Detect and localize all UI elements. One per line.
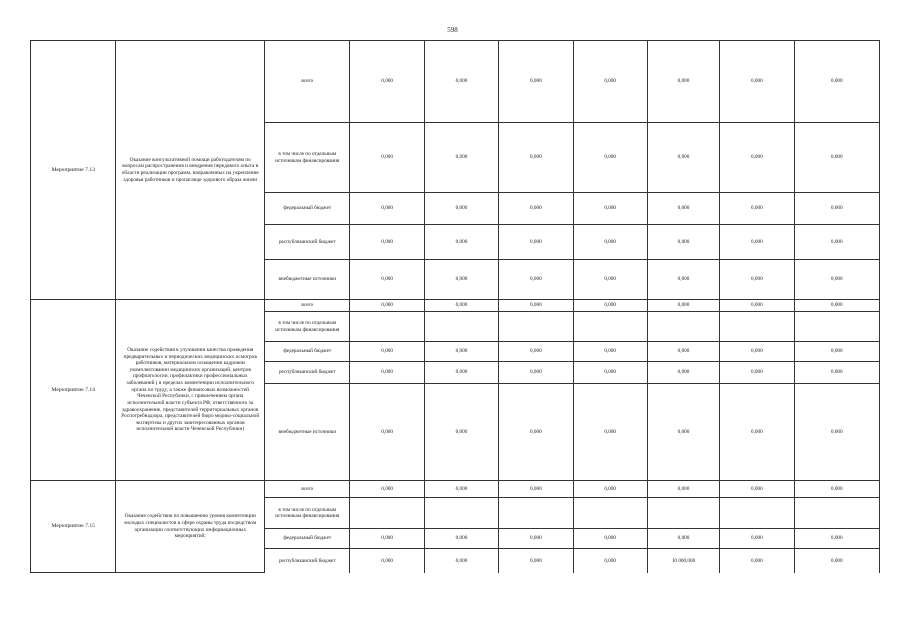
funding-source: внебюджетные источники: [265, 260, 350, 300]
measure-label: Мероприятие 7.13: [31, 41, 116, 300]
amount-cell: 0,000: [573, 362, 647, 384]
amount-cell: 0,000: [720, 384, 794, 481]
funding-source: всего: [265, 300, 350, 312]
amount-cell: 0,000: [720, 529, 794, 549]
amount-cell: 0,000: [647, 300, 719, 312]
amount-cell: 0,000: [720, 362, 794, 384]
amount-cell: 0,000: [720, 123, 794, 193]
amount-cell: [350, 498, 424, 529]
measure-label: Мероприятие 7.14: [31, 300, 116, 481]
amount-cell: 0,000: [720, 225, 794, 260]
amount-cell: 0,000: [499, 481, 573, 498]
funding-source: в том числе по отдельным источникам финансирования: [265, 123, 350, 193]
amount-cell: [573, 498, 647, 529]
measure-description: Оказание консультативной помощи работодателям по вопросам распространения и внедрения передового опыта в области реализации программ, направленных на укрепление здоровья работников и пропаганде здорового образа жизни: [116, 41, 265, 300]
amount-cell: 0,000: [573, 123, 647, 193]
amount-cell: 0,000: [499, 384, 573, 481]
amount-cell: [424, 498, 498, 529]
funding-source: федеральный бюджет: [265, 342, 350, 362]
amount-cell: 0,000: [573, 193, 647, 225]
amount-cell: 0,000: [720, 41, 794, 123]
amount-cell: 0,000: [499, 193, 573, 225]
amount-cell: 0,000: [350, 300, 424, 312]
amount-cell: 0,000: [647, 123, 719, 193]
amount-cell: [499, 498, 573, 529]
amount-cell: 0,000: [424, 342, 498, 362]
funding-source: в том числе по отдельным источникам финансирования: [265, 498, 350, 529]
amount-cell: 0,000: [573, 260, 647, 300]
amount-cell: 0,000: [424, 225, 498, 260]
amount-cell: 0,000: [720, 342, 794, 362]
amount-cell: 0,000: [424, 529, 498, 549]
amount-cell: 0,000: [350, 384, 424, 481]
amount-cell: [720, 312, 794, 342]
measure-label: Мероприятие 7.15: [31, 481, 116, 573]
amount-cell: 0,000: [499, 260, 573, 300]
funding-source: федеральный бюджет: [265, 193, 350, 225]
funding-table: [30, 40, 880, 573]
funding-source: внебюджетные источники: [265, 384, 350, 481]
amount-cell: 0,000: [499, 362, 573, 384]
amount-cell: 0,000: [573, 529, 647, 549]
amount-cell: 0,000: [424, 549, 498, 573]
amount-cell: 0,000: [499, 549, 573, 573]
amount-cell: [499, 312, 573, 342]
amount-cell: 0,000: [350, 529, 424, 549]
amount-cell: 0,000: [794, 362, 879, 384]
amount-cell: 0,000: [424, 260, 498, 300]
amount-cell: [647, 498, 719, 529]
amount-cell: 0,000: [720, 549, 794, 573]
amount-cell: 0,000: [499, 41, 573, 123]
amount-cell: 0,000: [794, 123, 879, 193]
amount-cell: 0,000: [424, 362, 498, 384]
amount-cell: [794, 498, 879, 529]
amount-cell: [647, 312, 719, 342]
amount-cell: [573, 312, 647, 342]
amount-cell: 0,000: [647, 362, 719, 384]
amount-cell: 0,000: [794, 225, 879, 260]
amount-cell: 0,000: [573, 481, 647, 498]
amount-cell: 0,000: [573, 342, 647, 362]
amount-cell: 0,000: [720, 193, 794, 225]
amount-cell: 0,000: [647, 529, 719, 549]
amount-cell: 0,000: [499, 300, 573, 312]
funding-source: в том числе по отдельным источникам финансирования: [265, 312, 350, 342]
amount-cell: 0,000: [499, 225, 573, 260]
amount-cell: 0,000: [350, 260, 424, 300]
amount-cell: 0,000: [424, 384, 498, 481]
amount-cell: 0,000: [794, 300, 879, 312]
amount-cell: 0,000: [794, 384, 879, 481]
amount-cell: 0,000: [573, 549, 647, 573]
amount-cell: 0,000: [350, 549, 424, 573]
amount-cell: [424, 312, 498, 342]
amount-cell: 0,000: [350, 123, 424, 193]
table-body: [31, 41, 880, 573]
amount-cell: 0,000: [350, 481, 424, 498]
table-row: [31, 300, 880, 312]
amount-cell: 0,000: [647, 384, 719, 481]
amount-cell: 0,000: [424, 193, 498, 225]
amount-cell: [720, 498, 794, 529]
amount-cell: 0,000: [794, 41, 879, 123]
amount-cell: 0,000: [573, 300, 647, 312]
funding-source: республиканский бюджет: [265, 549, 350, 573]
amount-cell: 0,000: [794, 193, 879, 225]
amount-cell: 0,000: [350, 41, 424, 123]
amount-cell: 0,000: [573, 41, 647, 123]
amount-cell: 0,000: [794, 481, 879, 498]
funding-source: всего: [265, 41, 350, 123]
amount-cell: 0,000: [720, 260, 794, 300]
amount-cell: 0,000: [647, 193, 719, 225]
amount-cell: 0,000: [499, 123, 573, 193]
measure-description: Оказание содействия в улучшении качества проведения предварительных и периодических медицинских осмотров работников, материальном оснащении кадровом укомплектовании медицинских организаций, центров профпатологии, профилактики профессиональных заболеваний ( в пределах компетенции исполнительного органа по труду, а также финансовых возможностей Чеченской Республики, с привлечением органа исполнительной власти субъекта РФ, ответственного за здравоохранение, представителей территориальных органов Роспотребнадзора, представителей бюро медико-социальной экспертизы и других заинтересованных органов исполнительной власти Чеченской Республики): [116, 300, 265, 481]
table-row: [31, 41, 880, 123]
amount-cell: 0,000: [647, 481, 719, 498]
amount-cell: 0,000: [573, 225, 647, 260]
amount-cell: 0,000: [350, 362, 424, 384]
amount-cell: 0,000: [794, 260, 879, 300]
amount-cell: 0,000: [424, 300, 498, 312]
amount-cell: 0,000: [424, 481, 498, 498]
funding-source: республиканский бюджет: [265, 225, 350, 260]
amount-cell: [794, 312, 879, 342]
amount-cell: 0,000: [794, 529, 879, 549]
funding-source: республиканский бюджет: [265, 362, 350, 384]
amount-cell: 0,000: [647, 260, 719, 300]
measure-description: Оказание содействия по повышению уровня компетенции молодых специалистов в сфере охраны труда посредством организации соответствующих информационных мероприятий;: [116, 481, 265, 573]
amount-cell: 0,000: [647, 41, 719, 123]
page-number: 598: [447, 26, 458, 34]
funding-source: всего: [265, 481, 350, 498]
amount-cell: 0,000: [499, 342, 573, 362]
amount-cell: 0,000: [424, 41, 498, 123]
amount-cell: 0,000: [720, 481, 794, 498]
amount-cell: 0,000: [647, 342, 719, 362]
amount-cell: 0,000: [350, 193, 424, 225]
amount-cell: [350, 312, 424, 342]
amount-cell: 0,000: [350, 342, 424, 362]
amount-cell: 0,000: [424, 123, 498, 193]
amount-cell: 0,000: [499, 529, 573, 549]
amount-cell: 10 000,000: [647, 549, 719, 573]
amount-cell: 0,000: [720, 300, 794, 312]
amount-cell: 0,000: [794, 342, 879, 362]
table-row: [31, 481, 880, 498]
amount-cell: 0,000: [350, 225, 424, 260]
funding-source: федеральный бюджет: [265, 529, 350, 549]
amount-cell: 0,000: [573, 384, 647, 481]
amount-cell: 0,000: [647, 225, 719, 260]
amount-cell: 0,000: [794, 549, 879, 573]
